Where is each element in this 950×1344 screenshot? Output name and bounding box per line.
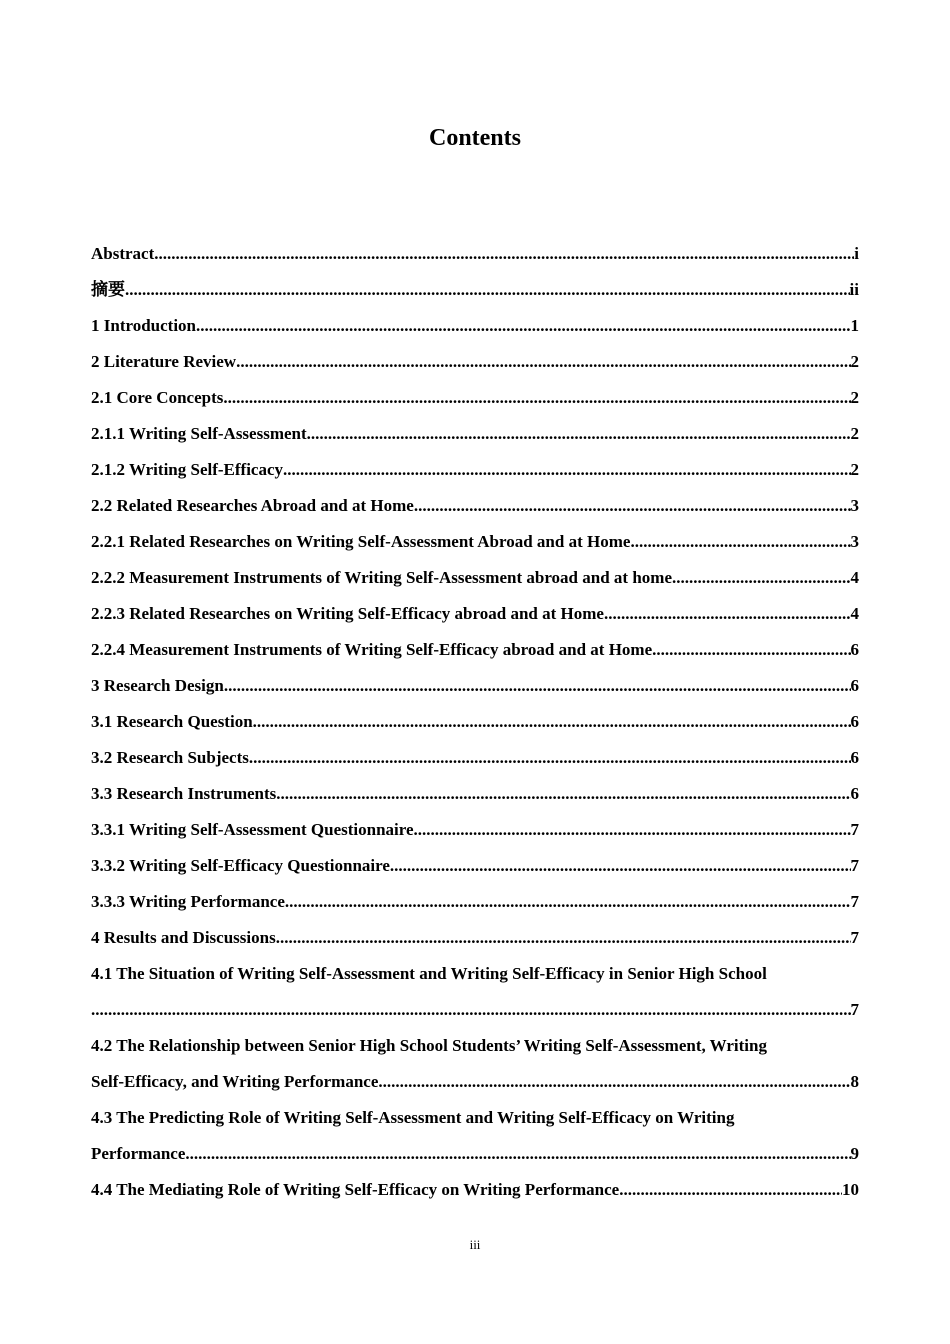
toc-entry-2-1[interactable] xyxy=(91,380,859,416)
dot-leader xyxy=(125,272,850,308)
toc-entry-abstract[interactable] xyxy=(91,236,859,272)
toc-entry-2-2-2[interactable] xyxy=(91,560,859,596)
toc-page-number: 4 xyxy=(850,604,859,623)
toc-entry-3-2[interactable] xyxy=(91,740,859,776)
toc-page-number: 6 xyxy=(850,640,859,659)
toc-page-number: 3 xyxy=(850,532,859,551)
toc-entry-label: 3.3.2 Writing Self-Efficacy Questionnaire xyxy=(91,856,390,875)
toc-entry-label: 2.2.1 Related Researches on Writing Self-Assessment Abroad and at Home xyxy=(91,532,631,551)
toc-entry-3[interactable] xyxy=(91,668,859,704)
toc-page-number: i xyxy=(854,244,859,263)
toc-entry-label: 3.3 Research Instruments xyxy=(91,784,277,803)
toc-entry-label: 摘要 xyxy=(91,280,125,299)
toc-page-number: 3 xyxy=(850,496,859,515)
dot-leader xyxy=(283,452,850,488)
dot-leader xyxy=(91,992,851,1028)
toc-entry-chinese-abstract[interactable] xyxy=(91,272,859,308)
toc-entry-label: Performance xyxy=(91,1144,186,1163)
toc-entry-label: Self-Efficacy, and Writing Performance xyxy=(91,1072,379,1091)
dot-leader xyxy=(236,344,850,380)
toc-entry-label: 2.2.4 Measurement Instruments of Writing Self-Efficacy abroad and at Home xyxy=(91,640,653,659)
dot-leader xyxy=(154,236,854,272)
dot-leader xyxy=(414,812,851,848)
toc-page-number: 1 xyxy=(850,316,859,335)
toc-entry-label: 3.2 Research Subjects xyxy=(91,748,249,767)
dot-leader xyxy=(276,920,851,956)
toc-entry-label: 2.2 Related Researches Abroad and at Home xyxy=(91,496,414,515)
toc-page-number: 7 xyxy=(850,820,859,839)
toc-entry-label: 4.4 The Mediating Role of Writing Self-Efficacy on Writing Performance xyxy=(91,1180,620,1199)
page-number-footer: iii xyxy=(469,1237,481,1252)
toc-page-number: 6 xyxy=(850,748,859,767)
toc-entry-label: 2.1 Core Concepts xyxy=(91,388,224,407)
dot-leader xyxy=(276,776,850,812)
toc-entry-2-1-1[interactable] xyxy=(91,416,859,452)
dot-leader xyxy=(253,704,851,740)
toc-entry-2-2-1[interactable] xyxy=(91,524,859,560)
table-of-contents xyxy=(91,236,859,1208)
toc-page-number: 7 xyxy=(850,1000,859,1019)
dot-leader xyxy=(652,632,850,668)
dot-leader xyxy=(619,1172,842,1208)
toc-page-number: 6 xyxy=(850,676,859,695)
toc-entry-2-2-4[interactable] xyxy=(91,632,859,668)
toc-entry-3-3[interactable] xyxy=(91,776,859,812)
toc-entry-label: 2.1.1 Writing Self-Assessment xyxy=(91,424,307,443)
toc-entry-4-4[interactable] xyxy=(91,1172,859,1208)
toc-entry-4[interactable] xyxy=(91,920,859,956)
dot-leader xyxy=(414,488,851,524)
toc-entry-3-3-3[interactable] xyxy=(91,884,859,920)
toc-entry-1[interactable] xyxy=(91,308,859,344)
dot-leader xyxy=(223,380,850,416)
dot-leader xyxy=(630,524,850,560)
toc-entry-label: 4 Results and Discussions xyxy=(91,928,276,947)
toc-entry-2-1-2[interactable] xyxy=(91,452,859,488)
toc-entry-4-3-line1[interactable]: 4.3 The Predicting Role of Writing Self-Assessment and Writing Self-Efficacy on Writing xyxy=(91,1108,735,1127)
toc-entry-label: 2 Literature Review xyxy=(91,352,237,371)
dot-leader xyxy=(307,416,851,452)
toc-page-number: ii xyxy=(849,280,859,299)
toc-page-number: 7 xyxy=(850,892,859,911)
toc-entry-label: 3.1 Research Question xyxy=(91,712,253,731)
toc-page-number: 9 xyxy=(850,1144,859,1163)
dot-leader xyxy=(185,1136,850,1172)
toc-page-number: 2 xyxy=(850,352,859,371)
toc-page-number: 2 xyxy=(850,424,859,443)
toc-entry-label: 2.1.2 Writing Self-Efficacy xyxy=(91,460,284,479)
dot-leader xyxy=(249,740,851,776)
dot-leader xyxy=(604,596,851,632)
toc-entry-4-1-line1[interactable]: 4.1 The Situation of Writing Self-Assessment and Writing Self-Efficacy in Senior High School xyxy=(91,964,767,983)
dot-leader xyxy=(224,668,851,704)
toc-entry-2-2-3[interactable] xyxy=(91,596,859,632)
toc-page-number: 7 xyxy=(850,928,859,947)
toc-page-number: 6 xyxy=(850,712,859,731)
toc-entry-label: 1 Introduction xyxy=(91,316,197,335)
dot-leader xyxy=(390,848,851,884)
dot-leader xyxy=(196,308,850,344)
dot-leader xyxy=(285,884,851,920)
toc-entry-4-1[interactable] xyxy=(91,992,859,1028)
toc-page-number: 4 xyxy=(850,568,859,587)
toc-entry-label: 2.2.3 Related Researches on Writing Self-Efficacy abroad and at Home xyxy=(91,604,604,623)
toc-entry-3-3-1[interactable] xyxy=(91,812,859,848)
toc-entry-label: 3.3.3 Writing Performance xyxy=(91,892,285,911)
toc-page-number: 6 xyxy=(850,784,859,803)
toc-entry-label: Abstract xyxy=(91,244,155,263)
toc-entry-2[interactable] xyxy=(91,344,859,380)
toc-entry-label: 2.2.2 Measurement Instruments of Writing Self-Assessment abroad and at home xyxy=(91,568,672,587)
toc-page-number: 2 xyxy=(850,388,859,407)
toc-entry-label: 3.3.1 Writing Self-Assessment Questionnaire xyxy=(91,820,414,839)
toc-entry-label: 3 Research Design xyxy=(91,676,224,695)
toc-entry-4-2[interactable] xyxy=(91,1064,859,1100)
toc-page-number: 10 xyxy=(842,1180,859,1199)
dot-leader xyxy=(378,1064,850,1100)
toc-entry-4-3[interactable] xyxy=(91,1136,859,1172)
toc-entry-2-2[interactable] xyxy=(91,488,859,524)
toc-page-number: 2 xyxy=(850,460,859,479)
toc-page-number: 7 xyxy=(850,856,859,875)
page-title: Contents xyxy=(428,125,521,151)
toc-page-number: 8 xyxy=(850,1072,859,1091)
dot-leader xyxy=(672,560,851,596)
toc-entry-4-2-line1[interactable]: 4.2 The Relationship between Senior High School Students’ Writing Self-Assessment, Writing xyxy=(91,1036,767,1055)
toc-entry-3-3-2[interactable] xyxy=(91,848,859,884)
toc-entry-3-1[interactable] xyxy=(91,704,859,740)
